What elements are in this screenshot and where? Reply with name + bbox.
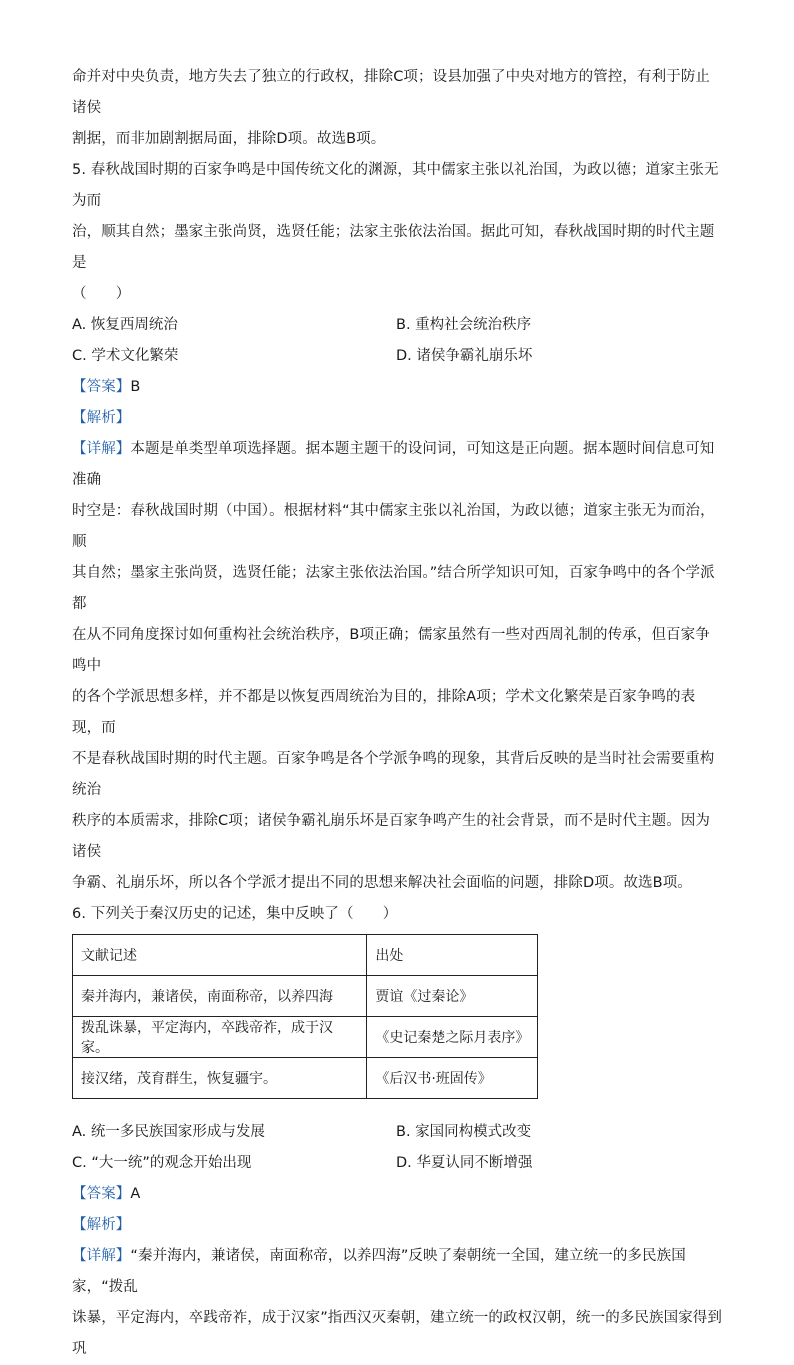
table-cell: 拨乱诛暴，平定海内，卒践帝祚，成于汉家。 (73, 1017, 367, 1058)
table-row (73, 976, 538, 1017)
analysis-tag: 【解析】 (72, 410, 131, 426)
options-row (72, 310, 724, 341)
question-5-stem: 治，顺其自然；墨家主张尚贤，选贤任能；法家主张依法治国。据此可知，春秋战国时期的时代主题是 (72, 224, 715, 271)
table-cell: 秦并海内，兼诸侯，南面称帝，以养四海 (73, 976, 367, 1017)
source-table (72, 934, 538, 1099)
option-a: A. 统一多民族国家形成与发展 (72, 1124, 265, 1140)
options-row (72, 1117, 724, 1148)
text-line: 割据，而非加剧割据局面，排除D项。故选B项。 (72, 131, 386, 147)
detail-line: 的各个学派思想多样，并不都是以恢复西周统治为目的，排除A项；学术文化繁荣是百家争鸣的表现，而 (72, 689, 696, 736)
detail-line: 诛暴，平定海内，卒践帝祚，成于汉家”指西汉灭秦朝，建立统一的政权汉朝，统一的多民族国家得到巩 (72, 1310, 723, 1357)
analysis-line (72, 403, 724, 434)
table-cell: 《后汉书·班固传》 (367, 1058, 538, 1099)
option-a: A. 恢复西周统治 (72, 317, 178, 333)
option-c: C. “大一统”的观念开始出现 (72, 1155, 252, 1171)
answer-value: A (130, 1186, 141, 1202)
table-cell: 接汉绪，茂育群生，恢复疆宇。 (73, 1058, 367, 1099)
detail-line: 秩序的本质需求，排除C项；诸侯争霸礼崩乐坏是百家争鸣产生的社会背景，而不是时代主题。因为诸侯 (72, 813, 711, 860)
answer-tag: 【答案】 (72, 379, 131, 395)
text-line: 命并对中央负责，地方失去了独立的行政权，排除C项；设县加强了中央对地方的管控，有利于防止诸侯 (72, 69, 711, 116)
table-header-row (73, 935, 538, 976)
table-cell: 贾谊《过秦论》 (367, 976, 538, 1017)
analysis-tag: 【解析】 (72, 1217, 131, 1233)
answer-line (72, 1179, 724, 1210)
options-row (72, 341, 724, 372)
detail-line: 不是春秋战国时期的时代主题。百家争鸣是各个学派争鸣的现象，其背后反映的是当时社会需要重构统治 (72, 751, 715, 798)
table-header: 文献记述 (73, 935, 367, 976)
question-5-stem: 5. 春秋战国时期的百家争鸣是中国传统文化的渊源，其中儒家主张以礼治国，为政以德；道家主张无为而 (72, 162, 719, 209)
answer-line (72, 372, 724, 403)
option-b: B. 重构社会统治秩序 (396, 317, 532, 333)
detail-line: 在从不同角度探讨如何重构社会统治秩序，B项正确；儒家虽然有一些对西周礼制的传承，但百家争鸣中 (72, 627, 710, 674)
option-d: D. 诸侯争霸礼崩乐坏 (396, 348, 533, 364)
table-cell: 《史记秦楚之际月表序》 (367, 1017, 538, 1058)
analysis-line (72, 1210, 724, 1241)
detail-text: “秦并海内，兼诸侯，南面称帝，以养四海”反映了秦朝统一全国，建立统一的多民族国家，“拨乱 (72, 1248, 686, 1295)
detail-line: 时空是：春秋战国时期（中国）。根据材料“其中儒家主张以礼治国，为政以德；道家主张无为而治，顺 (72, 503, 715, 550)
detail-line (72, 1241, 724, 1303)
answer-tag: 【答案】 (72, 1186, 131, 1202)
option-d: D. 华夏认同不断增强 (396, 1155, 533, 1171)
detail-line (72, 434, 724, 496)
table-header: 出处 (367, 935, 538, 976)
detail-tag: 【详解】 (72, 1248, 131, 1264)
table-row (73, 1058, 538, 1099)
question-5-stem: （ ） (72, 286, 131, 302)
detail-line: 其自然；墨家主张尚贤，选贤任能；法家主张依法治国。”结合所学知识可知，百家争鸣中的各个学派都 (72, 565, 715, 612)
option-c: C. 学术文化繁荣 (72, 348, 179, 364)
table-row (73, 1017, 538, 1058)
question-6-stem: 6. 下列关于秦汉历史的记述，集中反映了（ ） (72, 906, 398, 922)
detail-text: 本题是单类型单项选择题。据本题主题干的设问词，可知这是正向题。据本题时间信息可知准确 (72, 441, 715, 488)
detail-line: 争霸、礼崩乐坏，所以各个学派才提出不同的思想来解决社会面临的问题，排除D项。故选B项。 (72, 875, 692, 891)
answer-value: B (130, 379, 141, 395)
detail-tag: 【详解】 (72, 441, 131, 457)
document-page (72, 62, 724, 1365)
options-row (72, 1148, 724, 1179)
option-b: B. 家国同构模式改变 (396, 1124, 532, 1140)
